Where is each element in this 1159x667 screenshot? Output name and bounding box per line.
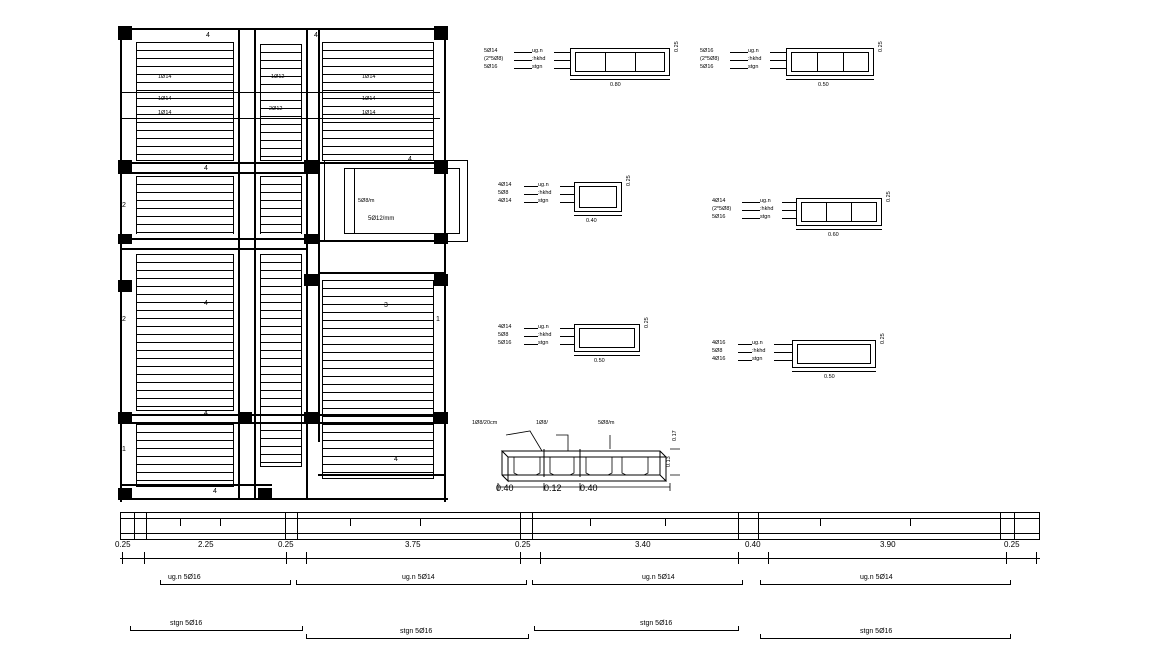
bars-top-label: 5Ø14 [484,48,498,54]
joist-label: 1Ø14 [158,74,172,80]
rib-dim-right: 0.40 [580,483,598,493]
plan-outline-top [118,28,448,30]
tag-bottom-label: stgn [532,64,543,70]
plan-grid-line [122,118,440,119]
elevation-dim: 0.25 [1004,540,1020,549]
elevation-top-bar: ug.n 5Ø14 [860,574,893,581]
bay-mark: 4 [314,32,318,39]
tag-top-label: ug.n [760,198,771,204]
width-dim: 0.60 [828,232,839,238]
joist-label: 1Ø14 [362,96,376,102]
section-stirrup [579,186,617,208]
tag-bottom-label: stgn [538,198,549,204]
bars-top-label: 4Ø14 [498,324,512,330]
width-dim: 0.40 [586,218,597,224]
bay-mark: 4 [314,166,318,173]
width-dim: 0.80 [610,82,621,88]
elevation-dim: 3.75 [405,540,421,549]
rib-dim-left: 0.40 [496,483,514,493]
rib-dim-center: 0.12 [544,483,562,493]
plan-outline-left [120,26,122,502]
depth-dim: 0.25 [644,317,650,328]
bars-bottom-label: 4Ø14 [498,198,512,204]
column [434,26,448,40]
joist-label: 1Ø14 [158,110,172,116]
joist-panel [322,280,434,478]
elevation-bottom-bar: stgn 5Ø16 [640,620,673,627]
rib-note-mid: 1Ø8/ [536,420,548,426]
joist-panel [136,42,234,160]
plan-beam-line [318,474,446,476]
plan-beam-line [306,30,308,498]
elevation-dim: 0.40 [745,540,761,549]
joist-label: 1Ø14 [158,96,172,102]
elevation-dim-line [120,558,1040,559]
stair-note-1: 5Ø8/m [358,198,375,204]
bars-mid-label: 5Ø8 [498,332,509,338]
width-dim: 0.50 [818,82,829,88]
bars-top-label: 4Ø14 [498,182,512,188]
plan-beam-line [254,30,256,498]
plan-beam-line [238,30,240,498]
tag-mid-label: :hkhd [532,56,546,62]
bars-bottom-label: 5Ø16 [484,64,498,70]
joist-panel [322,42,434,160]
rib-dim-height: 0.17 [672,430,678,441]
elevation-dim: 2.25 [198,540,214,549]
ribbed-slab-section [470,415,690,495]
joist-panel [260,44,302,160]
section-stirrup [797,344,871,364]
tag-top-label: ug.n [532,48,543,54]
joist-label: 1Ø14 [362,110,376,116]
bars-mid-label: 5Ø8 [712,348,723,354]
joist-panel [136,254,234,410]
plan-grid-line [122,92,440,93]
tag-top-label: ug.n [752,340,763,346]
tag-mid-label: :hkhd [748,56,762,62]
bay-mark: 2 [122,316,126,323]
bay-mark: 4 [213,488,217,495]
plan-beam-line [122,172,306,174]
depth-dim: 0.25 [880,333,886,344]
plan-beam-line [318,30,320,442]
elevation-dim: 0.25 [515,540,531,549]
bay-mark: 2 [122,202,126,209]
joist-label: 1Ø14 [362,74,376,80]
tag-mid-label: :hkhd [538,332,552,338]
bay-mark: 4 [204,410,208,417]
bars-bottom-label: 5Ø16 [498,340,512,346]
bay-mark: 1 [122,446,126,453]
bars-mid-label: (2*5Ø8) [700,56,720,62]
column [258,488,272,500]
section-stirrup [791,52,869,72]
tag-bottom-label: stgn [760,214,771,220]
column [118,280,132,292]
bay-mark: 4 [408,156,412,163]
stair-note-2: 5Ø12/mm [368,216,395,222]
bars-bottom-label: 4Ø16 [712,356,726,362]
tag-mid-label: :hkhd [538,190,552,196]
plan-beam-line [122,238,306,240]
depth-dim: 0.25 [674,41,680,52]
rib-dim-height2: 0.13 [666,456,672,467]
plan-beam-line [122,414,446,416]
elevation-dim: 0.25 [278,540,294,549]
bars-top-label: 4Ø14 [712,198,726,204]
elevation-top-bar: ug.n 5Ø16 [168,574,201,581]
bars-mid-label: 5Ø8 [498,190,509,196]
elevation-top-bar: ug.n 5Ø14 [402,574,435,581]
bay-mark: 4 [204,300,208,307]
width-dim: 0.50 [594,358,605,364]
plan-outline-right [444,26,446,502]
depth-dim: 0.25 [886,191,892,202]
plan-beam-line [318,272,446,274]
tag-top-label: ug.n [538,182,549,188]
joist-panel [136,424,234,486]
column [434,274,448,286]
plan-beam-line [122,248,306,250]
tag-top-label: ug.n [748,48,759,54]
elevation-bottom-bar: stgn 5Ø16 [400,628,433,635]
column [118,488,132,500]
plan-beam-line [122,422,446,424]
bay-mark: 3 [384,302,388,309]
tag-bottom-label: stgn [538,340,549,346]
elevation-dim: 3.40 [635,540,651,549]
bars-bottom-label: 5Ø16 [700,64,714,70]
elevation-dim: 3.90 [880,540,896,549]
bars-mid-label: (2*5Ø8) [712,206,732,212]
elevation-top-bar: ug.n 5Ø14 [642,574,675,581]
section-stirrup [801,202,877,222]
tag-bottom-label: stgn [752,356,763,362]
tag-bottom-label: stgn [748,64,759,70]
elevation-outline [120,512,1040,540]
bars-bottom-label: 5Ø16 [712,214,726,220]
joist-panel [260,176,302,234]
joist-panel [260,254,302,466]
plan-outline-bottom [118,498,448,500]
bay-mark: 4 [206,32,210,39]
plan-beam-line [122,162,444,164]
bay-mark: 1 [436,316,440,323]
plan-beam-line [122,484,272,486]
stair-line [354,168,355,234]
elevation-bottom-bar: stgn 5Ø16 [170,620,203,627]
section-stirrup [575,52,665,72]
rib-note-left: 1Ø8/20cm [472,420,498,426]
width-dim: 0.50 [824,374,835,380]
bay-mark: 4 [204,165,208,172]
tag-mid-label: :hkhd [752,348,766,354]
joist-panel [136,176,234,234]
elevation-bottom-bar: stgn 5Ø16 [860,628,893,635]
elevation-dim: 0.25 [115,540,131,549]
depth-dim: 0.25 [878,41,884,52]
column [118,26,132,40]
tag-top-label: ug.n [538,324,549,330]
depth-dim: 0.25 [626,175,632,186]
section-stirrup [579,328,635,348]
plan-beam-line [318,240,446,242]
bars-top-label: 4Ø16 [712,340,726,346]
tag-mid-label: :hkhd [760,206,774,212]
joist-label: 2Ø12 [269,106,283,112]
joist-label: 1Ø12 [271,74,285,80]
slab-framing-plan [118,26,448,502]
bay-mark: 4 [394,456,398,463]
bars-top-label: 5Ø16 [700,48,714,54]
rib-note-right: 5Ø8/m [598,420,615,426]
beam-elevation [115,512,1040,652]
bars-mid-label: (2*5Ø8) [484,56,504,62]
